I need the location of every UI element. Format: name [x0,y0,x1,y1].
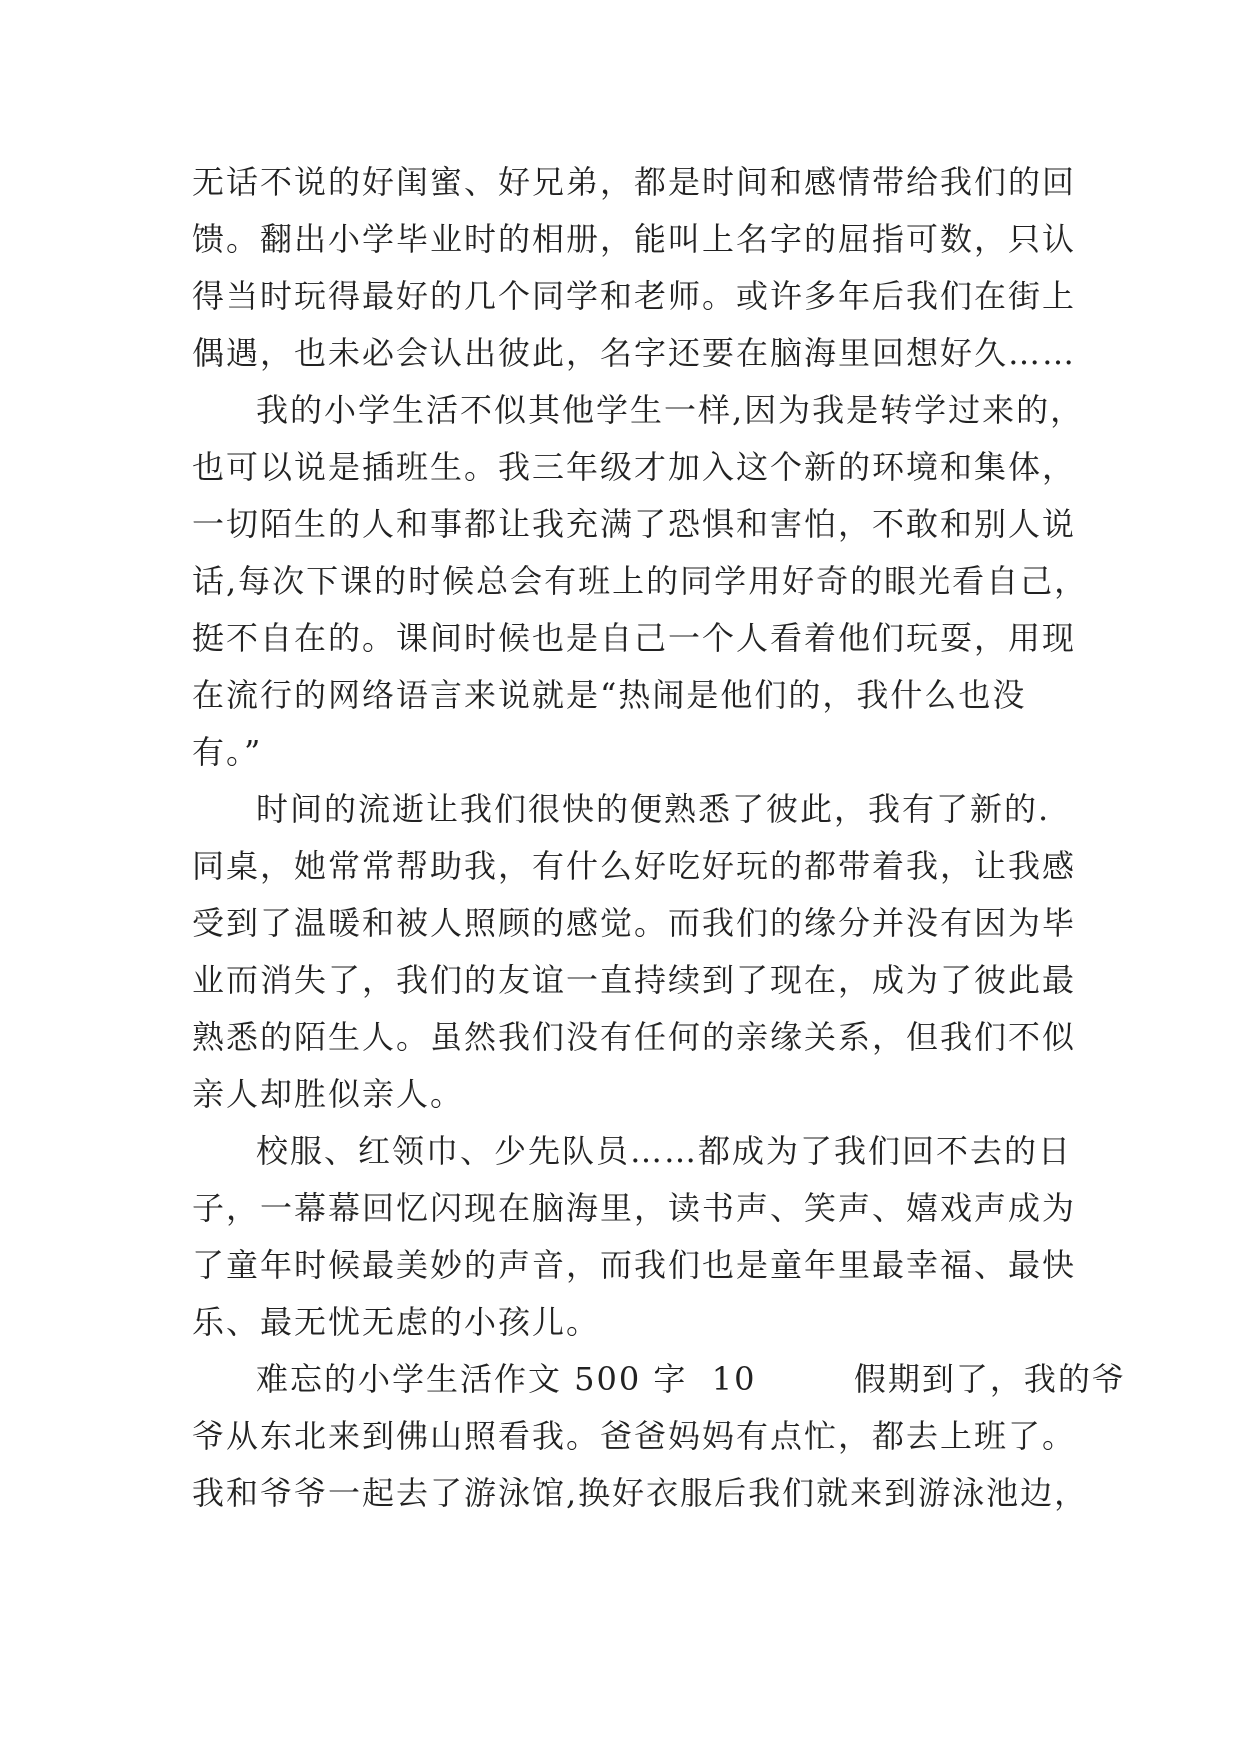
text-line: 有。” [192,733,263,771]
text-line: 我和爷爷一起去了游泳馆,换好衣服后我们就来到游泳池边， [192,1474,1089,1512]
text-line: 挺不自在的。课间时候也是自己一个人看着他们玩耍，用现 [192,619,1077,657]
text-line: 同桌，她常常帮助我，有什么好吃好玩的都带着我，让我感 [192,847,1077,885]
text-line: 得当时玩得最好的几个同学和老师。或许多年后我们在街上 [192,277,1077,315]
text-line: 受到了温暖和被人照顾的感觉。而我们的缘分并没有因为毕 [192,904,1077,942]
text-line: 馈。翻出小学毕业时的相册，能叫上名字的屈指可数，只认 [192,220,1077,258]
text-line: 了童年时候最美妙的声音，而我们也是童年里最幸福、最快 [192,1246,1077,1284]
text-line: 熟悉的陌生人。虽然我们没有任何的亲缘关系，但我们不似 [192,1018,1077,1056]
text-line: 亲人却胜似亲人。 [192,1075,465,1113]
text-line: 一切陌生的人和事都让我充满了恐惧和害怕，不敢和别人说 [192,505,1077,543]
text-line: 爷从东北来到佛山照看我。爸爸妈妈有点忙，都去上班了。 [192,1417,1077,1455]
text-line: 在流行的网络语言来说就是“热闹是他们的，我什么也没 [192,676,1027,714]
section-heading-line: 难忘的小学生活作文 500 字 10 假期到了，我的爷 [256,1360,1126,1398]
text-line: 偶遇，也未必会认出彼此，名字还要在脑海里回想好久…… [192,334,1077,372]
text-line: 无话不说的好闺蜜、好兄弟，都是时间和感情带给我们的回 [192,163,1077,201]
text-line: 也可以说是插班生。我三年级才加入这个新的环境和集体， [192,448,1077,486]
text-line: 业而消失了，我们的友谊一直持续到了现在，成为了彼此最 [192,961,1077,999]
paragraph-first-line: 时间的流逝让我们很快的便熟悉了彼此，我有了新的. [256,790,1051,828]
paragraph-first-line: 校服、红领巾、少先队员……都成为了我们回不去的日 [256,1132,1073,1170]
text-line: 乐、最无忧无虑的小孩儿。 [192,1303,601,1341]
text-line: 子，一幕幕回忆闪现在脑海里，读书声、笑声、嬉戏声成为 [192,1189,1077,1227]
text-line: 话,每次下课的时候总会有班上的同学用好奇的眼光看自己， [192,562,1089,600]
paragraph-first-line: 我的小学生活不似其他学生一样,因为我是转学过来的， [256,391,1085,429]
